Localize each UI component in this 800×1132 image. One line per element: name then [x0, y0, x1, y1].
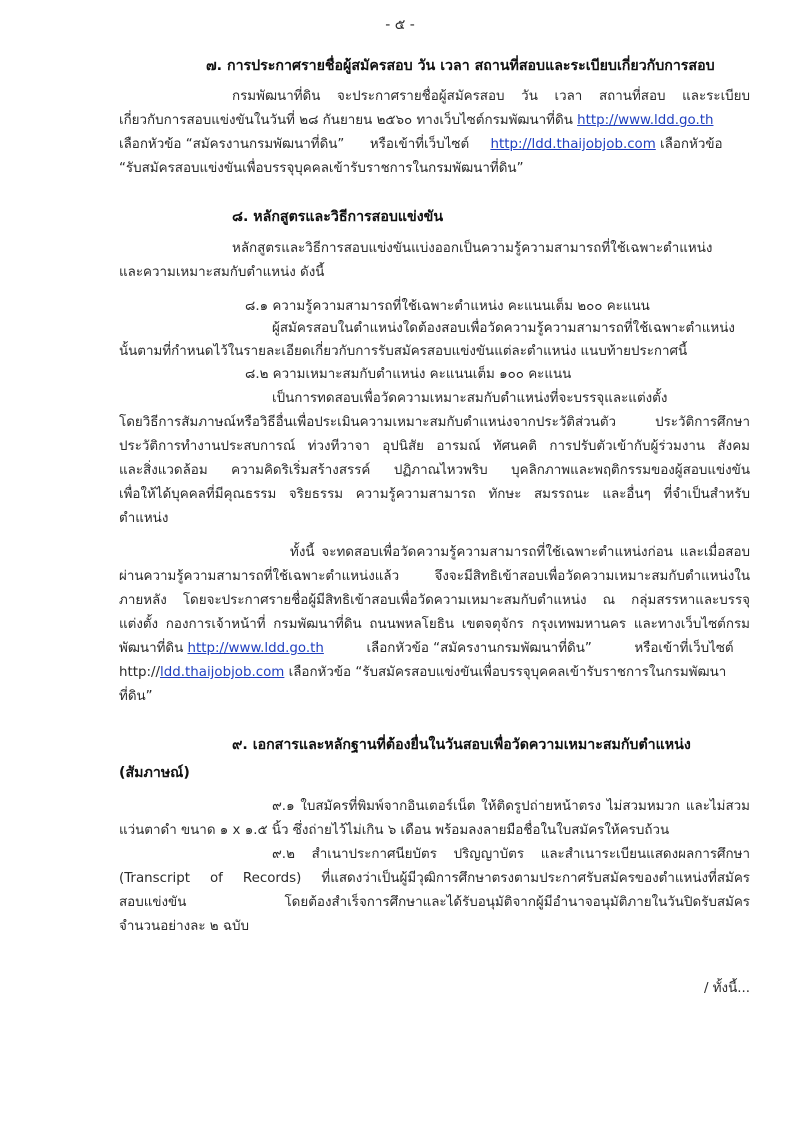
thaijobjob-link[interactable]: http://ldd.thaijobjob.com [490, 137, 656, 152]
section-8-1-line-2: นั้นตามที่กำหนดไว้ในรายละเอียดเกี่ยวกับการรับสมัครสอบแข่งขันแต่ละตำแหน่ง แนบท้ายประกาศนี้ [119, 344, 688, 359]
section-7-para-line-3 [119, 136, 750, 154]
section-8-2-line-5: เพื่อให้ได้บุคคลที่มีคุณธรรม จริยธรรม ความรู้ความสามารถ ทักษะ สมรรถนะ และอื่นๆ ที่จำเป็นสำหรับ [119, 487, 750, 502]
section-9-2-line-3: สอบแข่งขัน โดยต้องสำเร็จการศึกษาและได้รับอนุมัติจากผู้มีอำนาจอนุมัติภายในวันปิดรับสมัคร [119, 895, 750, 910]
page-number: - ๕ - [385, 17, 415, 33]
continuation-marker: / ทั้งนี้... [703, 981, 750, 996]
section-8-1-title: ๘.๑ ความรู้ความสามารถที่ใช้เฉพาะตำแหน่ง คะแนนเต็ม ๒๐๐ คะแนน [245, 299, 650, 314]
section-8-note-line-6-prefix: http:// [119, 665, 161, 680]
section-8-heading: ๘. หลักสูตรและวิธีการสอบแข่งขัน [232, 209, 444, 225]
section-8-note-line-5 [119, 640, 750, 658]
section-9-heading: ๙. เอกสารและหลักฐานที่ต้องยื่นในวันสอบเพื่อวัดความเหมาะสมกับตำแหน่ง [232, 737, 691, 753]
thaijobjob-link-2[interactable]: ldd.thaijobjob.com [160, 665, 285, 680]
section-8-intro-line-1: หลักสูตรและวิธีการสอบแข่งขันแบ่งออกเป็นความรู้ความสามารถที่ใช้เฉพาะตำแหน่ง [232, 241, 713, 256]
section-7-heading: ๗. การประกาศรายชื่อผู้สมัครสอบ วัน เวลา สถานที่สอบและระเบียบเกี่ยวกับการสอบ [206, 58, 715, 74]
section-8-2-line-2: โดยวิธีการสัมภาษณ์หรือวิธีอื่นเพื่อประเมินความเหมาะสมกับตำแหน่งจากประวัติส่วนตัว ประวัติการศึกษา [119, 415, 750, 430]
section-8-note-line-2: ผ่านความรู้ความสามารถที่ใช้เฉพาะตำแหน่งแล้ว จึงจะมีสิทธิเข้าสอบเพื่อวัดความเหมาะสมกับตำแหน่งใน [119, 569, 750, 584]
section-9-2-line-1: ๙.๒ สำเนาประกาศนียบัตร ปริญญาบัตร และสำเนาระเบียนแสดงผลการศึกษา [272, 847, 750, 862]
section-9-heading-line-2: (สัมภาษณ์) [119, 765, 190, 781]
section-9-1-line-2: แว่นตาดำ ขนาด ๑ x ๑.๕ นิ้ว ซึ่งถ่ายไว้ไม่เกิน ๖ เดือน พร้อมลงลายมือชื่อในใบสมัครให้ครบถ้วน [119, 823, 670, 838]
ldd-website-link-2[interactable]: http://www.ldd.go.th [187, 641, 324, 656]
section-8-note-line-6-text: เลือกหัวข้อ “รับสมัครสอบแข่งขันเพื่อบรรจุบุคคลเข้ารับราชการในกรมพัฒนา [284, 665, 727, 680]
section-7-para-line-3-suffix: เลือกหัวข้อ [655, 137, 723, 152]
section-8-1-line-1: ผู้สมัครสอบในตำแหน่งใดต้องสอบเพื่อวัดความรู้ความสามารถที่ใช้เฉพาะตำแหน่ง [272, 321, 735, 336]
section-9-2-line-4: จำนวนอย่างละ ๒ ฉบับ [119, 919, 249, 934]
section-7-para-line-2-text: เกี่ยวกับการสอบแข่งขันในวันที่ ๒๘ กันยายน ๒๕๖๐ ทางเว็บไซต์กรมพัฒนาที่ดิน [119, 113, 578, 128]
section-8-note-line-3: ภายหลัง โดยจะประกาศรายชื่อผู้มีสิทธิเข้าสอบเพื่อวัดความเหมาะสมกับตำแหน่ง ณ กลุ่มสรรหาและบรรจุ [119, 593, 750, 608]
section-8-2-title: ๘.๒ ความเหมาะสมกับตำแหน่ง คะแนนเต็ม ๑๐๐ คะแนน [245, 367, 572, 382]
section-8-note-line-1: ทั้งนี้ จะทดสอบเพื่อวัดความรู้ความสามารถที่ใช้เฉพาะตำแหน่งก่อน และเมื่อสอบ [290, 545, 750, 560]
ldd-website-link[interactable]: http://www.ldd.go.th [577, 113, 714, 128]
section-8-note-line-5-suffix: เลือกหัวข้อ “สมัครงานกรมพัฒนาที่ดิน” หรือเข้าที่เว็บไซต์ [323, 641, 734, 656]
section-9-1-line-1: ๙.๑ ใบสมัครที่พิมพ์จากอินเตอร์เน็ต ให้ติดรูปถ่ายหน้าตรง ไม่สวมหมวก และไม่สวม [272, 799, 750, 814]
section-7-para-line-1: กรมพัฒนาที่ดิน จะประกาศรายชื่อผู้สมัครสอบ วัน เวลา สถานที่สอบ และระเบียบ [232, 89, 750, 104]
section-7-para-line-3-text: เลือกหัวข้อ “สมัครงานกรมพัฒนาที่ดิน” หรือเข้าที่เว็บไซต์ [119, 137, 491, 152]
section-8-intro-line-2: และความเหมาะสมกับตำแหน่ง ดังนี้ [119, 265, 325, 280]
section-8-note-line-5-text: พัฒนาที่ดิน [119, 641, 188, 656]
section-8-2-line-1: เป็นการทดสอบเพื่อวัดความเหมาะสมกับตำแหน่งที่จะบรรจุและแต่งตั้ง [272, 391, 668, 406]
section-7-para-line-2 [119, 112, 750, 130]
section-8-note-line-4: แต่งตั้ง กองการเจ้าหน้าที่ กรมพัฒนาที่ดิน ถนนพหลโยธิน เขตจตุจักร กรุงเทพมหานคร และทางเว็บไซต์กรม [119, 617, 750, 632]
section-8-2-line-3: ประวัติการทำงานประสบการณ์ ท่วงทีวาจา อุปนิสัย อารมณ์ ทัศนคติ การปรับตัวเข้ากับผู้ร่วมงาน สังคม [119, 439, 750, 454]
section-8-2-line-6: ตำแหน่ง [119, 511, 169, 526]
section-7-para-line-4: “รับสมัครสอบแข่งขันเพื่อบรรจุบุคคลเข้ารับราชการในกรมพัฒนาที่ดิน” [119, 161, 524, 176]
section-8-note-line-6 [119, 664, 750, 682]
section-8-2-line-4: และสิ่งแวดล้อม ความคิดริเริ่มสร้างสรรค์ ปฏิภาณไหวพริบ บุคลิกภาพและพฤติกรรมของผู้สอบแข่งขัน [119, 463, 750, 478]
section-9-2-line-2: (Transcript of Records) ที่แสดงว่าเป็นผู้มีวุฒิการศึกษาตรงตามประกาศรับสมัครของตำแหน่งที่สมัคร [119, 871, 750, 886]
section-8-note-line-7: ที่ดิน” [119, 689, 153, 704]
